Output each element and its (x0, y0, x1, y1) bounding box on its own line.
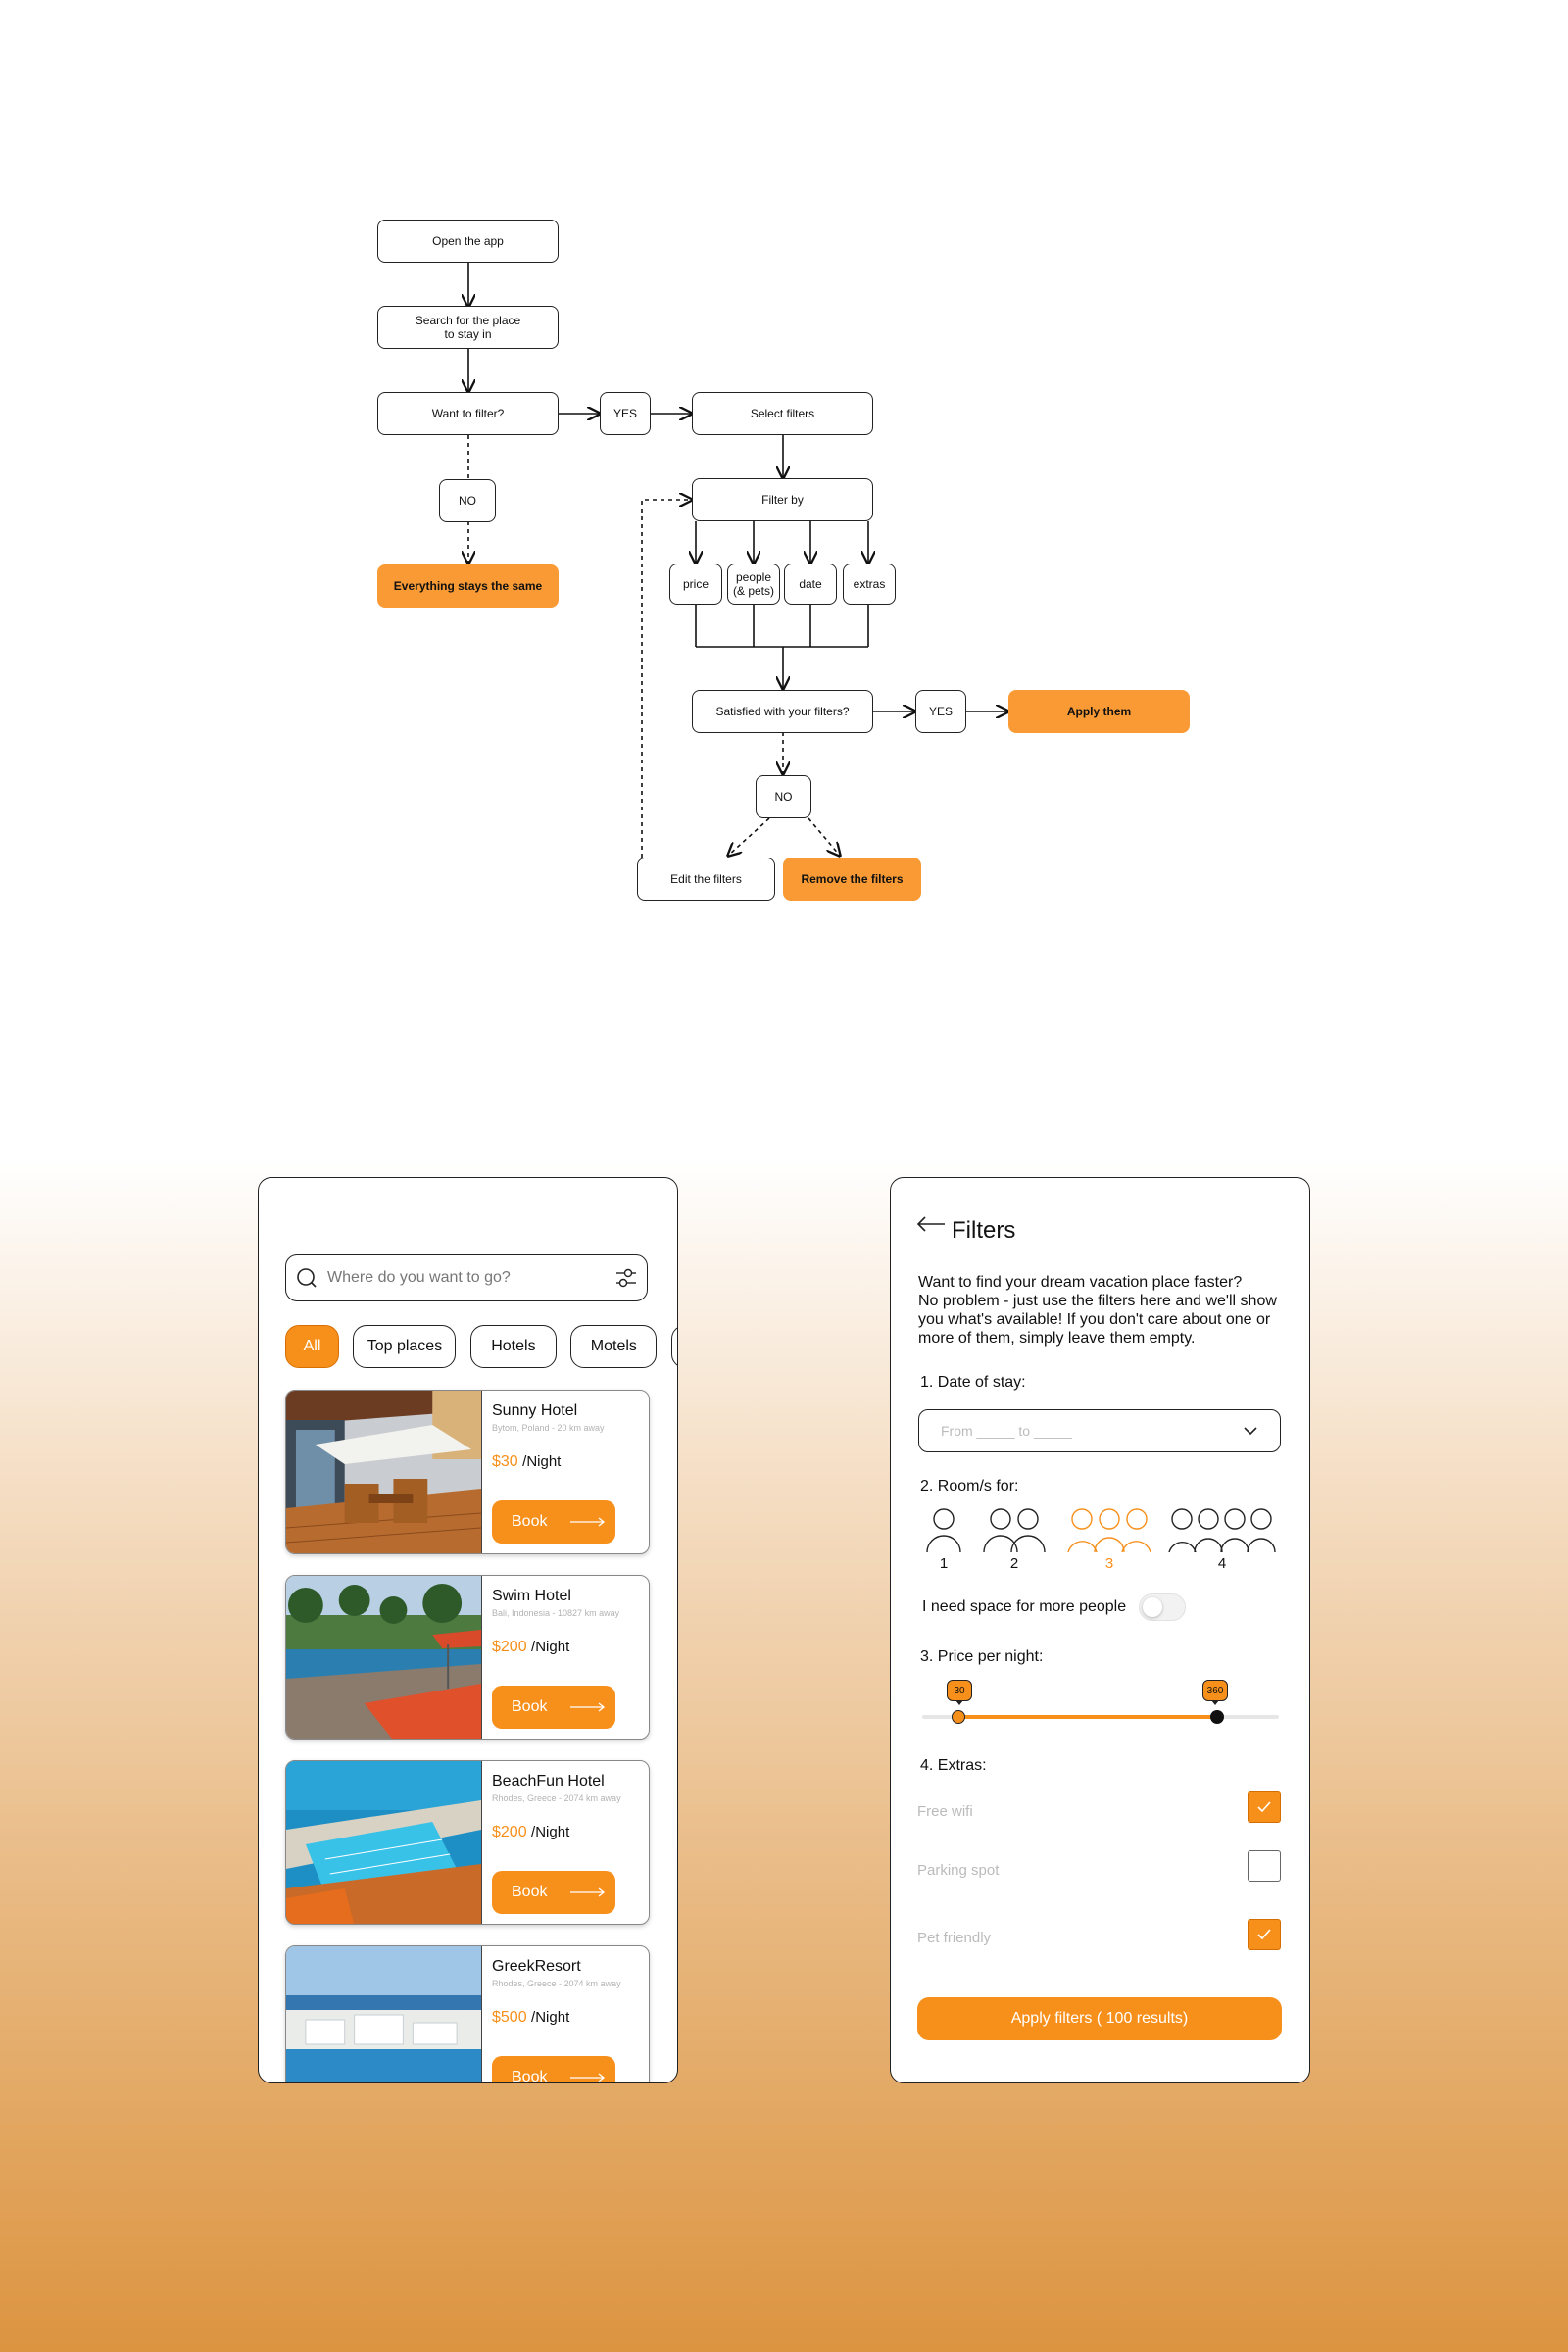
room-option-1[interactable] (926, 1508, 961, 1577)
checkmark-icon (1256, 1928, 1272, 1941)
flow-node-label: extras (853, 577, 886, 591)
flow-node-no-2 (756, 775, 811, 818)
chip-motels[interactable] (570, 1325, 657, 1368)
hotel-price: $200 (492, 1824, 527, 1840)
two-people-icon (983, 1508, 1046, 1553)
hotel-card[interactable] (285, 1575, 650, 1740)
book-button[interactable] (492, 2056, 615, 2083)
flow-node-label: price (682, 577, 709, 591)
book-button[interactable] (492, 1500, 615, 1544)
flow-node-apply-them (1008, 690, 1190, 733)
arrow-right-icon (570, 2072, 606, 2083)
flow-node-label: NO (459, 494, 476, 508)
hotel-card[interactable] (285, 1390, 650, 1554)
hotel-price-row (492, 1824, 569, 1841)
extra-label-pet: Pet friendly (917, 1930, 992, 1946)
chevron-down-icon (1243, 1426, 1258, 1436)
arrow-right-icon (570, 1701, 606, 1713)
intro-line: No problem - just use the filters here and we'll show (918, 1293, 1277, 1309)
parking-checkbox[interactable] (1248, 1850, 1281, 1882)
hotel-name: Swim Hotel (492, 1588, 571, 1604)
flow-node-label: people (735, 570, 772, 584)
chip-all[interactable] (285, 1325, 339, 1368)
book-button[interactable] (492, 1871, 615, 1914)
more-people-toggle[interactable] (1139, 1593, 1186, 1621)
hotel-price-row (492, 1453, 561, 1471)
room-count: 3 (1104, 1555, 1114, 1572)
hotel-price: $30 (492, 1453, 518, 1470)
flow-node-label: to stay in (444, 327, 492, 341)
chip-label: Top places (367, 1338, 443, 1354)
price-section-label: 3. Price per night: (920, 1648, 1044, 1665)
wifi-checkbox[interactable] (1248, 1791, 1281, 1823)
checkmark-icon (1256, 1800, 1272, 1814)
hotel-price: $500 (492, 2009, 527, 2026)
book-label: Book (512, 1884, 548, 1900)
hotel-list (285, 1390, 650, 2083)
flow-node-label: Remove the filters (801, 872, 904, 886)
price-unit: /Night (531, 1639, 570, 1655)
flow-node-label: (& pets) (732, 584, 774, 598)
flow-node-label: NO (774, 790, 793, 804)
apply-filters-button[interactable] (917, 1997, 1282, 2040)
flow-node-yes-2 (915, 690, 966, 733)
chip-label: All (303, 1338, 321, 1354)
room-option-4[interactable] (1168, 1508, 1276, 1577)
book-label: Book (512, 1513, 548, 1530)
hotel-photo (286, 1946, 482, 2083)
room-count: 4 (1217, 1555, 1227, 1572)
flow-node-label: Want to filter? (431, 407, 505, 420)
room-option-3[interactable] (1067, 1508, 1152, 1577)
hotel-name: Sunny Hotel (492, 1402, 578, 1419)
chip-more[interactable] (671, 1325, 678, 1368)
flow-node-label: Filter by (761, 493, 804, 507)
search-icon (296, 1267, 318, 1289)
price-unit: /Night (531, 1824, 570, 1840)
back-arrow-icon[interactable] (916, 1215, 946, 1233)
flow-node-remove-filters (783, 858, 921, 901)
filter-sliders-icon[interactable] (613, 1265, 639, 1291)
apply-filters-label: Apply filters ( 100 results) (1010, 2010, 1189, 2027)
min-price-value: 30 (954, 1685, 965, 1696)
hotel-photo (286, 1761, 482, 1925)
hotel-photo (286, 1576, 482, 1740)
flow-node-label: Everything stays the same (393, 579, 543, 593)
book-button[interactable] (492, 1686, 615, 1729)
flow-node-edit-filters (637, 858, 775, 901)
flow-node-label: Apply them (1066, 705, 1132, 718)
hotel-card[interactable] (285, 1760, 650, 1925)
hotel-location: Rhodes, Greece - 2074 km away (492, 1979, 621, 1988)
flow-node-label: date (799, 577, 822, 591)
hotel-location: Bali, Indonesia - 10827 km away (492, 1608, 620, 1618)
date-range-select[interactable] (918, 1409, 1281, 1452)
flow-node-select-filters (692, 392, 873, 435)
book-label: Book (512, 1698, 548, 1715)
pet-friendly-checkbox[interactable] (1248, 1919, 1281, 1950)
flow-node-everything-same (377, 564, 559, 608)
hotel-price-row (492, 2009, 569, 2027)
page-title: Filters (952, 1217, 1016, 1244)
slider-range-fill (958, 1715, 1217, 1719)
four-people-icon (1168, 1508, 1276, 1553)
hotel-photo (286, 1391, 482, 1554)
filters-intro (918, 1273, 1291, 1348)
max-price-handle[interactable] (1210, 1710, 1224, 1724)
date-section-label: 1. Date of stay: (920, 1374, 1026, 1391)
flow-node-yes (600, 392, 651, 435)
flow-node-label: YES (612, 407, 637, 420)
price-range-slider[interactable] (922, 1685, 1279, 1719)
chip-label: Hotels (491, 1338, 536, 1354)
extra-label-parking: Parking spot (917, 1862, 1000, 1879)
flow-node-want-filter (377, 392, 559, 435)
flow-node-satisfied (692, 690, 873, 733)
hotel-location: Rhodes, Greece - 2074 km away (492, 1793, 621, 1803)
rooms-section-label: 2. Room/s for: (920, 1478, 1019, 1494)
max-price-tooltip (1202, 1680, 1228, 1701)
flow-node-open-app (377, 220, 559, 263)
flow-node-no (439, 479, 496, 522)
room-count: 2 (1009, 1555, 1019, 1572)
extras-section-label: 4. Extras: (920, 1757, 987, 1774)
hotel-location: Bytom, Poland - 20 km away (492, 1423, 605, 1433)
chip-top-places[interactable] (353, 1325, 456, 1368)
flow-node-filter-by (692, 478, 873, 521)
chip-hotels[interactable] (470, 1325, 557, 1368)
three-people-icon (1067, 1508, 1152, 1553)
flow-node-label: Search for the place (415, 314, 521, 327)
search-input[interactable] (285, 1254, 648, 1301)
search-placeholder: Where do you want to go? (327, 1269, 511, 1286)
category-chips (285, 1325, 678, 1368)
chip-label: Motels (590, 1338, 637, 1354)
hotel-name: GreekResort (492, 1958, 581, 1975)
room-option-2[interactable] (983, 1508, 1046, 1577)
min-price-tooltip (947, 1680, 972, 1701)
flow-node-label: Select filters (750, 407, 815, 420)
person-icon (926, 1508, 961, 1553)
hotel-name: BeachFun Hotel (492, 1773, 605, 1789)
extra-label-wifi: Free wifi (917, 1803, 973, 1820)
toggle-knob (1143, 1597, 1162, 1617)
min-price-handle[interactable] (952, 1710, 965, 1724)
flow-node-people (727, 564, 780, 605)
price-unit: /Night (522, 1453, 562, 1470)
flow-node-label: Satisfied with your filters? (715, 705, 850, 718)
arrow-right-icon (570, 1516, 606, 1528)
max-price-value: 360 (1206, 1685, 1224, 1696)
hotel-card[interactable] (285, 1945, 650, 2083)
price-unit: /Night (531, 2009, 570, 2026)
intro-line: more of them, simply leave them empty. (918, 1330, 1196, 1347)
arrow-right-icon (570, 1886, 606, 1898)
flow-node-label: Edit the filters (670, 872, 742, 886)
flow-node-label: YES (928, 705, 953, 718)
flow-node-extras (843, 564, 896, 605)
hotel-price: $200 (492, 1639, 527, 1655)
flow-node-date (784, 564, 837, 605)
flow-node-label: Open the app (432, 234, 504, 248)
book-label: Book (512, 2069, 548, 2083)
intro-line: Want to find your dream vacation place faster? (918, 1274, 1243, 1291)
hotel-list-screen (258, 1177, 678, 2083)
room-count: 1 (939, 1555, 949, 1572)
hotel-price-row (492, 1639, 569, 1656)
intro-line: you what's available! If you don't care about one or (918, 1311, 1271, 1328)
date-placeholder: From _____ to _____ (941, 1423, 1072, 1439)
more-people-label: I need space for more people (922, 1598, 1127, 1615)
flow-node-price (669, 564, 722, 605)
filters-screen (890, 1177, 1310, 2083)
flow-node-search (377, 306, 559, 349)
